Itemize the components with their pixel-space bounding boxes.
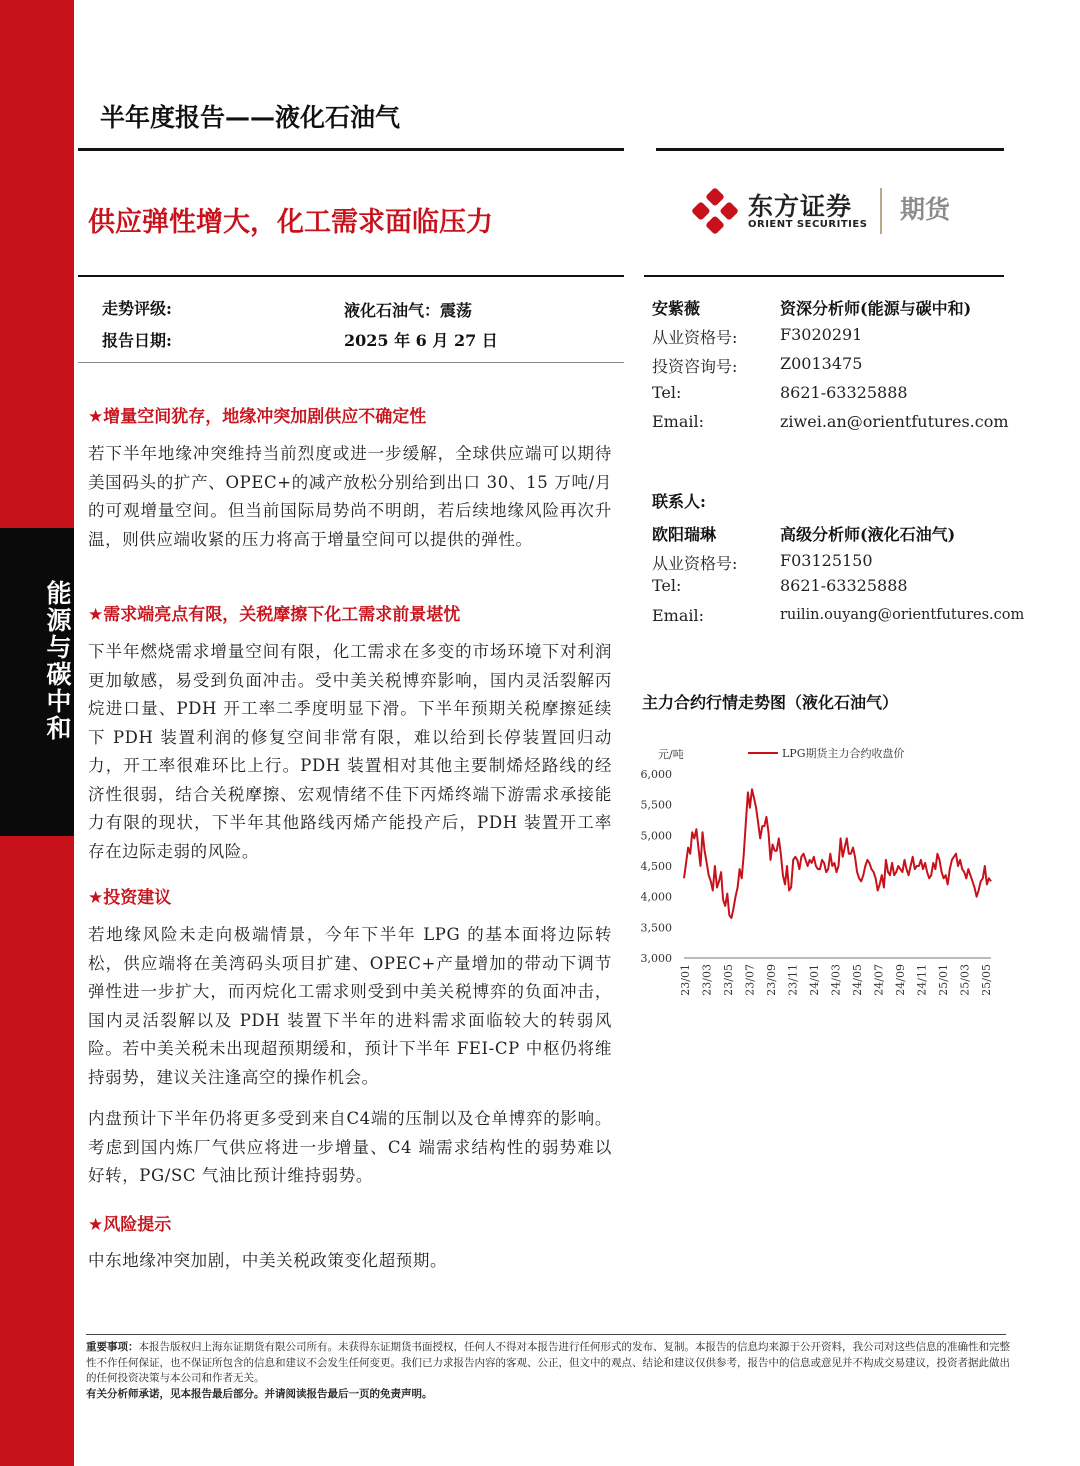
analyst-qual-label: 从业资格号:: [652, 328, 738, 347]
disclaimer-important-label: 重要事项：: [86, 1341, 139, 1353]
x-tick-label: 24/05: [851, 964, 864, 996]
section-heading-supply: ★增量空间犹存，地缘冲突加剧供应不确定性: [88, 407, 427, 427]
section-paragraph: 中东地缘冲突加剧，中美关税政策变化超预期。: [88, 1251, 448, 1270]
price-trend-chart: [636, 738, 1016, 1018]
title-rule-left: [78, 275, 624, 277]
logo-division: 期货: [900, 195, 951, 224]
y-tick-label: 6,000: [640, 768, 672, 781]
y-tick-label: 4,500: [640, 860, 672, 873]
title-rule-right: [644, 275, 1004, 277]
y-tick-label: 3,500: [640, 921, 672, 935]
x-tick-label: 25/05: [980, 964, 993, 996]
disclaimer: [86, 1340, 1010, 1402]
analyst-email-value[interactable]: ziwei.an@orientfutures.com: [780, 412, 1009, 431]
contact-email-label: Email:: [652, 606, 705, 625]
header-rule-left: [78, 148, 624, 151]
section-paragraph: 若下半年地缘冲突维持当前烈度或进一步缓解，全球供应端可以期待美国码头的扩产、OPEC+的减产放松分别给到出口 30、15 万吨/月的可观增量空间。但当前国际局势尚不明朗，若后续地缘风险再次升温，则供应端收紧的压力将高于增量空间可以提供的弹性。: [88, 444, 612, 549]
x-tick-label: 24/07: [872, 964, 886, 996]
x-tick-label: 24/11: [915, 964, 929, 996]
header-rule-right: [656, 148, 1004, 151]
analyst-email-label: Email:: [652, 412, 705, 431]
contact-email-value[interactable]: ruilin.ouyang@orientfutures.com: [780, 607, 1025, 623]
disclaimer-rule: [86, 1334, 1006, 1335]
contact-qual-value: F03125150: [780, 551, 873, 570]
section-heading-risk: ★风险提示: [88, 1215, 172, 1235]
contact-tel-label: Tel:: [652, 576, 682, 595]
x-tick-label: 23/07: [743, 964, 757, 996]
company-logo: [690, 186, 990, 236]
logo-company-name: 东方证券: [748, 192, 853, 221]
section-paragraph: 若地缘风险未走向极端情景，今年下半年 LPG 的基本面将边际转松，供应端将在美湾码头项目扩建、OPEC+产量增加的带动下调节弹性进一步扩大，而丙烷化工需求则受到中美关税博弈的负面冲击，国内灵活裂解以及 PDH 装置下半年的进料需求面临较大的转弱风险。若中美关税未出现超预期缓和，预计下半年 FEI-CP 中枢仍将维持弱势，建议关注逢高空的操作机会。: [88, 925, 612, 1087]
contact-title: 高级分析师(液化石油气): [780, 525, 956, 544]
x-tick-label: 23/03: [700, 964, 714, 996]
x-tick-label: 23/05: [722, 964, 735, 996]
section-heading-investment: ★投资建议: [88, 888, 172, 908]
contact-tel-value: 8621-63325888: [780, 576, 908, 595]
page-title: 供应弹性增大，化工需求面临压力: [88, 207, 493, 238]
meta-rule: [78, 362, 624, 363]
logo-divider: [880, 188, 882, 234]
section-paragraph: 下半年燃烧需求增量空间有限，化工需求在多变的市场环境下对利润更加敏感，易受到负面冲击。受中美关税博弈影响，国内灵活裂解丙烷进口量、PDH 开工率二季度明显下滑。下半年预期关税摩擦延续下 PDH 装置利润的修复空间非常有限，难以给到长停装置回归动力，开工率很难环比上行。PDH 装置相对其他主要制烯烃路线的经济性很弱，结合关税摩擦、宏观情绪不佳下丙烯终端下游需求承接能力有限的现状，下半年其他路线丙烯产能投产后，PDH 装置开工率存在边际走弱的风险。: [88, 642, 612, 861]
date-label: 报告日期:: [102, 331, 172, 350]
x-tick-label: 24/01: [808, 964, 821, 996]
rating-label: 走势评级:: [102, 299, 172, 318]
side-tab-label: 能源与碳中和: [43, 580, 72, 742]
chart-ylabel: 元/吨: [658, 748, 684, 761]
analyst-name: 安紫薇: [652, 299, 701, 318]
y-tick-label: 5,500: [640, 798, 672, 812]
series-line: [684, 789, 991, 918]
date-value: 2025 年 6 月 27 日: [344, 331, 498, 350]
chart-svg: [636, 738, 1016, 1018]
logo-company-name-en: ORIENT SECURITIES: [748, 219, 868, 230]
y-tick-label: 3,000: [640, 952, 672, 965]
x-tick-label: 25/01: [937, 964, 950, 996]
report-header-title: 半年度报告——液化石油气: [100, 103, 401, 132]
disclaimer-commitment: 有关分析师承诺，见本报告最后部分。并请阅读报告最后一页的免责声明。: [86, 1387, 433, 1400]
section-heading-demand: ★需求端亮点有限，关税摩擦下化工需求前景堪忧: [88, 605, 461, 625]
analyst-tel-label: Tel:: [652, 383, 682, 402]
analyst-consult-label: 投资咨询号:: [652, 357, 738, 376]
analyst-consult-value: Z0013475: [780, 354, 863, 373]
x-tick-label: 23/01: [679, 964, 692, 996]
contact-name: 欧阳瑞琳: [652, 525, 717, 544]
legend-label: LPG期货主力合约收盘价: [782, 747, 905, 760]
analyst-tel-value: 8621-63325888: [780, 383, 908, 402]
y-tick-label: 4,000: [640, 890, 672, 904]
analyst-qual-value: F3020291: [780, 325, 863, 344]
orient-logo-icon: [690, 186, 740, 236]
section-paragraph: 内盘预计下半年仍将更多受到来自C4端的压制以及仓单博弈的影响。考虑到国内炼厂气供应将进一步增量、C4 端需求结构性的弱势难以好转，PG/SC 气油比预计维持弱势。: [88, 1109, 612, 1185]
contact-qual-label: 从业资格号:: [652, 554, 738, 573]
y-tick-label: 5,000: [640, 829, 672, 843]
chart-title: 主力合约行情走势图（液化石油气）: [642, 693, 899, 712]
x-tick-label: 23/11: [786, 964, 800, 996]
x-tick-label: 24/03: [829, 964, 843, 996]
x-tick-label: 25/03: [958, 964, 972, 996]
rating-value: 液化石油气：震荡: [344, 301, 473, 320]
x-tick-label: 23/09: [765, 964, 778, 996]
contact-heading: 联系人:: [652, 492, 706, 511]
analyst-title: 资深分析师(能源与碳中和): [780, 299, 972, 318]
x-tick-label: 24/09: [894, 964, 907, 996]
disclaimer-important-text: 本报告版权归上海东证期货有限公司所有。未获得东证期货书面授权，任何人不得对本报告进行任何形式的发布、复制。本报告的信息均来源于公开资料，我公司对这些信息的准确性和完整性不作任何保证，也不保证所包含的信息和建议不会发生任何变更。我们已力求报告内容的客观、公正，但文中的观点、结论和建议仅供参考，报告中的信息或意见并不构成交易建议，投资者据此做出的任何投资决策与本公司和作者无关。: [86, 1341, 1010, 1384]
